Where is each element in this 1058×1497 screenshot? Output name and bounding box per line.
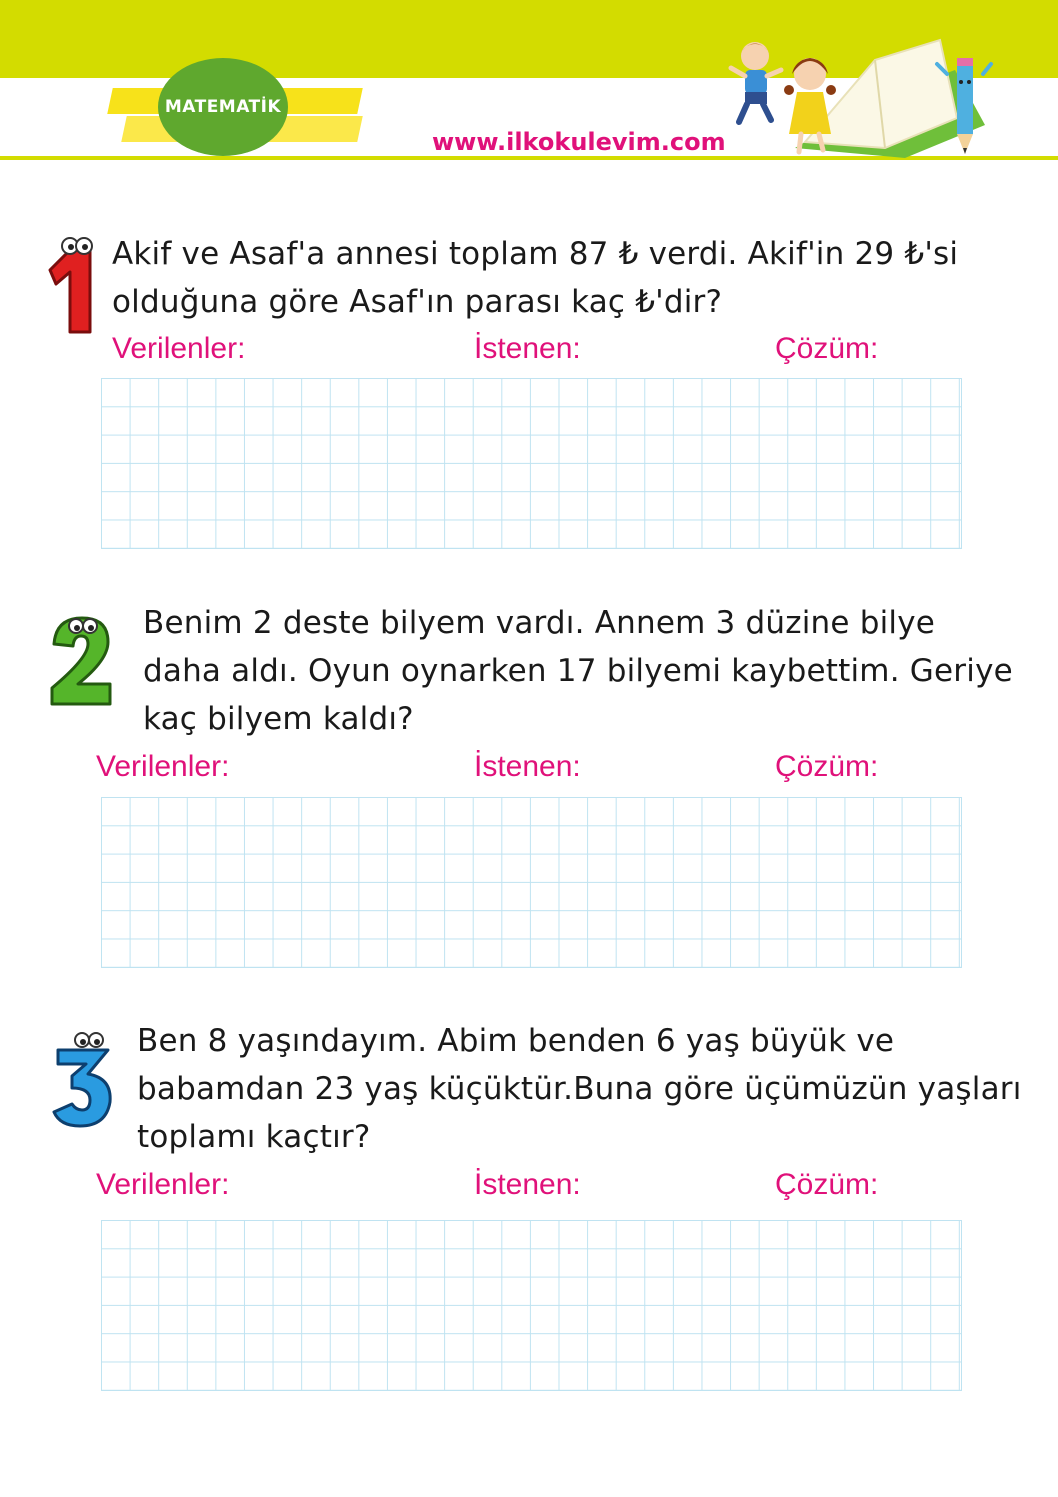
problem-2-text <box>143 599 1013 743</box>
given-label: Verilenler: <box>96 750 230 783</box>
logo-oval <box>158 58 288 156</box>
kids-book-illustration <box>725 30 1015 165</box>
website-url: www.ilkokulevim.com <box>432 128 726 156</box>
asked-label: İstenen: <box>474 750 581 783</box>
number-one-icon <box>40 232 98 340</box>
given-label: Verilenler: <box>112 332 246 365</box>
subject-label: MATEMATİK <box>164 97 282 117</box>
answer-grid-2[interactable] <box>101 797 962 968</box>
asked-label: İstenen: <box>474 1168 581 1201</box>
number-three-icon <box>50 1026 116 1130</box>
given-label: Verilenler: <box>96 1168 230 1201</box>
answer-grid-3[interactable] <box>101 1220 962 1391</box>
solution-label: Çözüm: <box>775 1168 879 1201</box>
problem-3-text <box>137 1017 1022 1161</box>
subject-logo <box>110 58 380 158</box>
problem-3-line-2: babamdan 23 yaş küçüktür.Buna göre üçümüzün yaşları <box>137 1071 1022 1107</box>
number-two-icon <box>46 610 116 710</box>
problem-1-line-1: Akif ve Asaf'a annesi toplam 87 ₺ verdi. Akif'in 29 ₺'si <box>112 236 959 272</box>
solution-label: Çözüm: <box>775 750 879 783</box>
asked-label: İstenen: <box>474 332 581 365</box>
answer-grid-1[interactable] <box>101 378 962 549</box>
problem-3-line-3: toplamı kaçtır? <box>137 1119 371 1155</box>
problem-3-line-1: Ben 8 yaşındayım. Abim benden 6 yaş büyük ve <box>137 1023 895 1059</box>
problem-1-line-2: olduğuna göre Asaf'ın parası kaç ₺'dir? <box>112 284 723 320</box>
problem-2-line-2: daha aldı. Oyun oynarken 17 bilyemi kaybettim. Geriye <box>143 653 1013 689</box>
problem-1-text <box>112 230 958 326</box>
problem-2-line-3: kaç bilyem kaldı? <box>143 701 414 737</box>
problem-2-line-1: Benim 2 deste bilyem vardı. Annem 3 düzine bilye <box>143 605 936 641</box>
solution-label: Çözüm: <box>775 332 879 365</box>
